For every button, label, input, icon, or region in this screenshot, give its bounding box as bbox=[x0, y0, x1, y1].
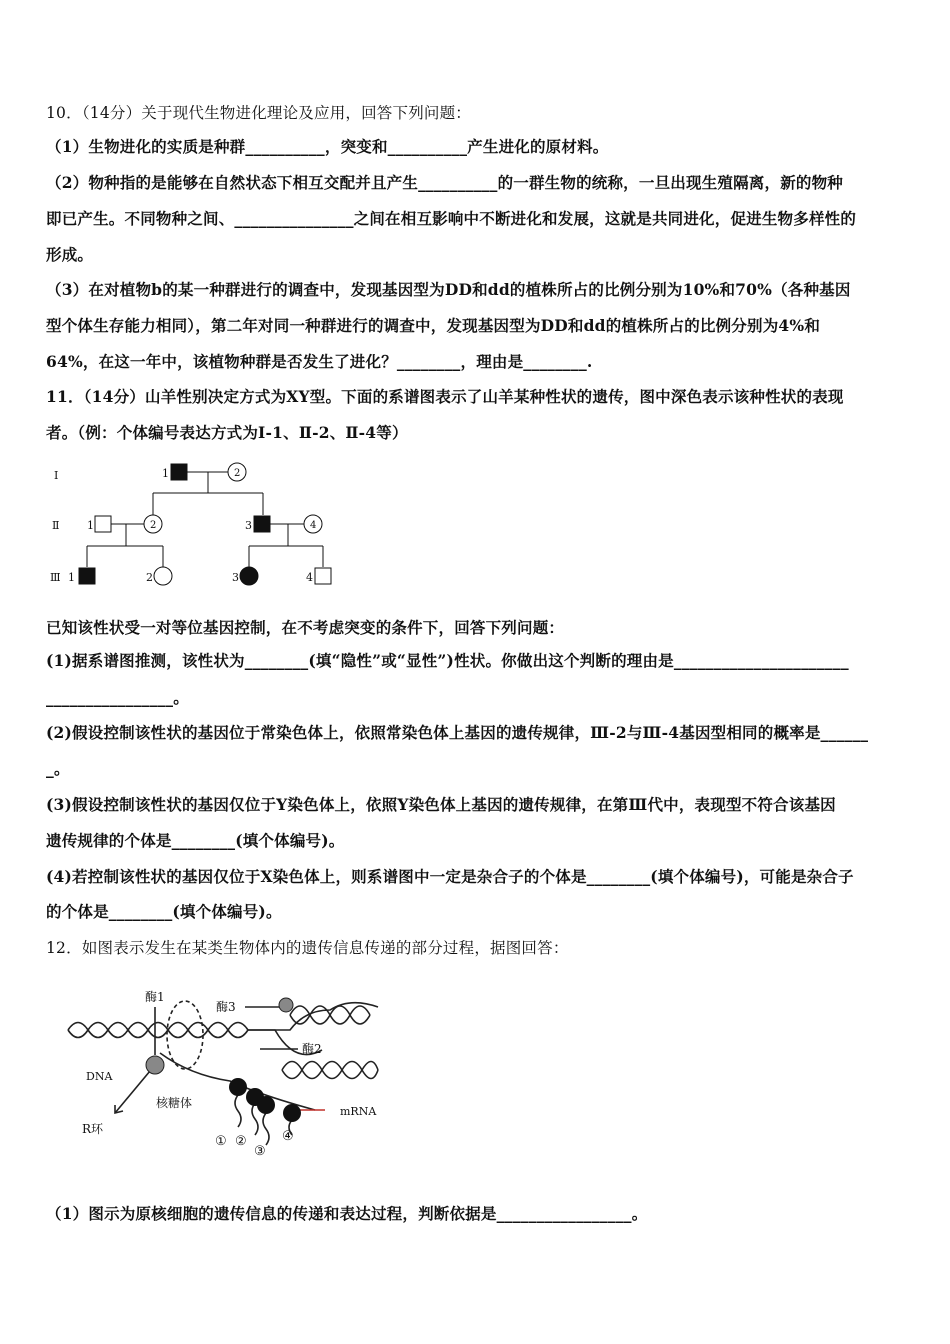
q10-part2-line2: 即已产生。不同物种之间、_______________之间在相互影响中不断进化和发展，这就是共同进化，促进生物多样性的 bbox=[46, 209, 857, 228]
label-circle3: ③ bbox=[254, 1144, 266, 1159]
label-III-3: 3 bbox=[232, 571, 239, 584]
individual-II-3-affected-male bbox=[254, 516, 270, 532]
q11-sub3-line2: 遗传规律的个体是________(填个体编号)。 bbox=[46, 831, 345, 850]
q11-title-line2: 者。（例：个体编号表达方式为Ⅰ-1、Ⅱ-2、Ⅱ-4等） bbox=[46, 423, 408, 442]
label-enzyme2: 酶2 bbox=[302, 1042, 322, 1056]
individual-III-4-male bbox=[315, 568, 331, 584]
label-circle1: ① bbox=[215, 1134, 227, 1149]
peptide-3 bbox=[263, 1113, 269, 1145]
label-enzyme3: 酶3 bbox=[216, 1000, 236, 1014]
pedigree-chart bbox=[40, 455, 360, 595]
q10-title: 10．（14分）关于现代生物进化理论及应用，回答下列问题： bbox=[46, 104, 471, 122]
q11-sub4-line2: 的个体是________(填个体编号)。 bbox=[46, 902, 282, 921]
q11-sub2-line2: _。 bbox=[46, 759, 70, 778]
ribosome-4 bbox=[283, 1104, 301, 1122]
dna-helix-top-b bbox=[290, 1006, 370, 1024]
ribosome-3 bbox=[257, 1096, 275, 1114]
q11-sub1-line1: (1)据系谱图推测，该性状为________(填“隐性”或“显性”)性状。你做出这个判断的理由是______________________ bbox=[46, 651, 849, 670]
label-mrna: mRNA bbox=[340, 1105, 377, 1118]
label-III-1: 1 bbox=[68, 571, 75, 584]
q10-part3-line2: 型个体生存能力相同），第二年对同一种群进行的调查中，发现基因型为DD和dd的植株所占的比例分别为4%和 bbox=[46, 316, 821, 335]
label-II-1: 1 bbox=[87, 519, 94, 532]
dna-strand-b bbox=[68, 1023, 248, 1038]
dna-strand-a bbox=[68, 1023, 248, 1038]
label-II-4: 4 bbox=[310, 520, 317, 531]
helicase bbox=[279, 998, 293, 1012]
generation-label-III: Ⅲ bbox=[50, 571, 61, 584]
q11-sub4-line1: (4)若控制该性状的基因仅位于X染色体上，则系谱图中一定是杂合子的个体是________(填个体编号)，可能是杂合子 bbox=[46, 867, 854, 886]
label-III-4: 4 bbox=[306, 571, 313, 584]
individual-III-2-female bbox=[154, 567, 172, 585]
q12-part1: （1）图示为原核细胞的遗传信息的传递和表达过程，判断依据是_________________。 bbox=[46, 1204, 648, 1223]
label-ribosome: 核糖体 bbox=[156, 1096, 193, 1110]
individual-III-1-affected-male bbox=[79, 568, 95, 584]
q11-sub1-line2: ________________。 bbox=[46, 688, 189, 707]
q11-title-line1: 11．（14分）山羊性别决定方式为XY型。下面的系谱图表示了山羊某种性状的遗传，图中深色表示该种性状的表现 bbox=[46, 387, 844, 406]
generation-label-II: Ⅱ bbox=[52, 519, 60, 532]
label-circle2: ② bbox=[235, 1134, 247, 1149]
q11-sub3-line1: (3)假设控制该性状的基因仅位于Y染色体上，依照Y染色体上基因的遗传规律，在第Ⅲ代中，表现型不符合该基因 bbox=[46, 795, 836, 814]
label-circle4: ④ bbox=[282, 1129, 294, 1144]
peptide-2 bbox=[252, 1103, 258, 1135]
q11-intro: 已知该性状受一对等位基因控制，在不考虑突变的条件下，回答下列问题： bbox=[46, 618, 565, 637]
peptide-1 bbox=[235, 1095, 241, 1127]
q10-part2-line3: 形成。 bbox=[46, 245, 94, 264]
label-enzyme1: 酶1 bbox=[145, 990, 165, 1004]
label-dna: DNA bbox=[86, 1070, 113, 1083]
q10-part3-line3: 64%，在这一年中，该植物种群是否发生了进化？________，理由是________. bbox=[46, 352, 593, 371]
generation-label-I: Ⅰ bbox=[54, 469, 59, 482]
individual-II-1-male bbox=[95, 516, 111, 532]
label-II-2: 2 bbox=[150, 520, 157, 531]
transcription-translation-figure bbox=[60, 985, 390, 1165]
q10-part1: （1）生物进化的实质是种群__________，突变和__________产生进化的原材料。 bbox=[46, 137, 609, 156]
individual-III-3-affected-female bbox=[240, 567, 258, 585]
label-rloop: R环 bbox=[82, 1122, 104, 1136]
individual-I-1-affected-male bbox=[171, 464, 187, 480]
label-II-3: 3 bbox=[245, 519, 252, 532]
label-I-2: 2 bbox=[234, 468, 241, 479]
ribosome-1 bbox=[229, 1078, 247, 1096]
label-III-2: 2 bbox=[146, 571, 153, 584]
q10-part3-line1: （3）在对植物b的某一种群进行的调查中，发现基因型为DD和dd的植株所占的比例分别为10%和70%（各种基因 bbox=[46, 280, 851, 299]
q11-sub2-line1: (2)假设控制该性状的基因位于常染色体上，依照常染色体上基因的遗传规律，Ⅲ-2与Ⅲ-4基因型相同的概率是______ bbox=[46, 723, 869, 742]
q12-title: 12．如图表示发生在某类生物体内的遗传信息传递的部分过程，据图回答： bbox=[46, 939, 569, 957]
q10-part2-line1: （2）物种指的是能够在自然状态下相互交配并且产生__________的一群生物的统称，一旦出现生殖隔离，新的物种 bbox=[46, 173, 843, 192]
rna-polymerase bbox=[146, 1056, 164, 1074]
label-I-1: 1 bbox=[162, 467, 169, 480]
